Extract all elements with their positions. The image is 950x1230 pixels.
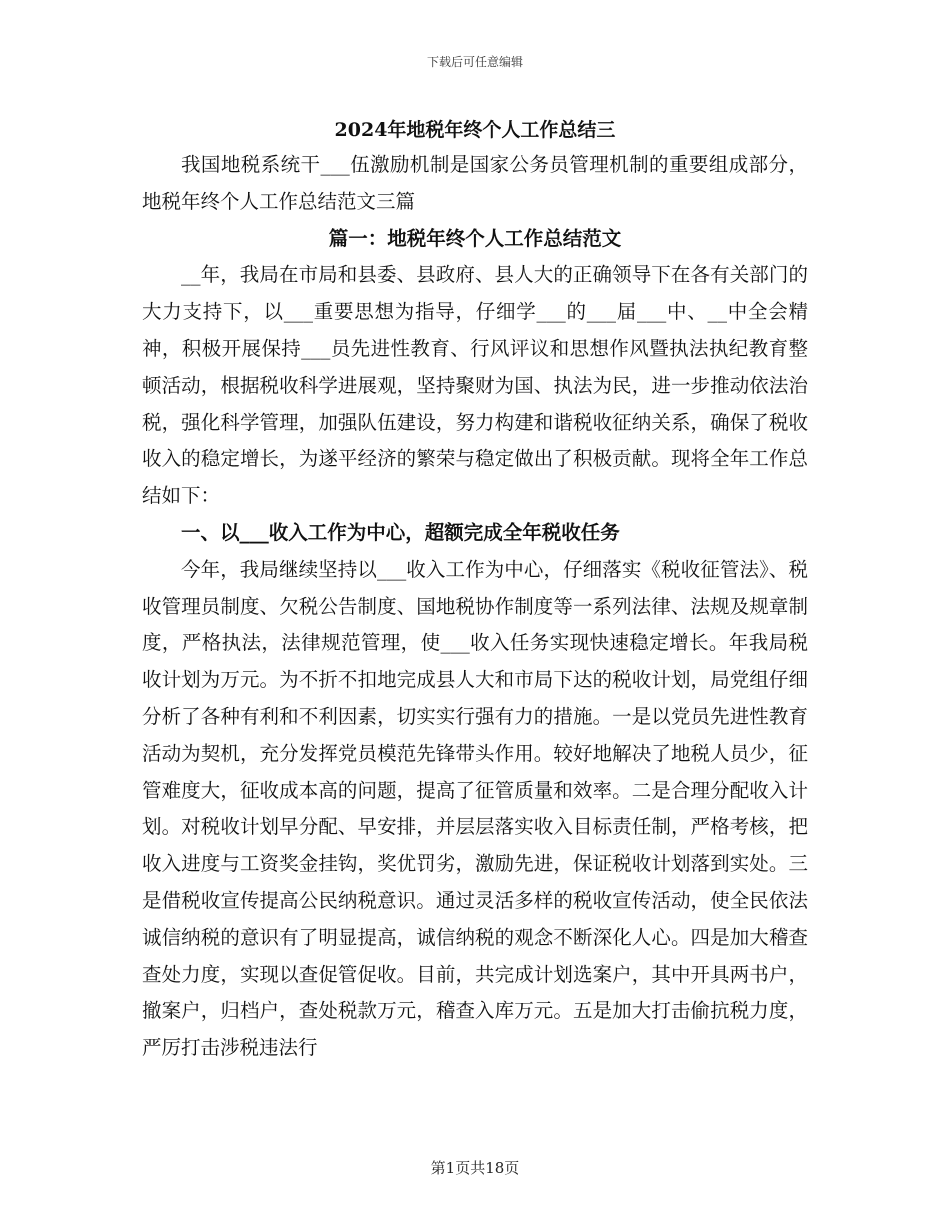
page-number: 第1页共18页 [430,1159,520,1177]
section-heading: 篇一：地税年终个人工作总结范文 [328,226,622,250]
intro-paragraph: 我国地税系统干___伍激励机制是国家公务员管理机制的重要组成部分，地税年终个人工作总结范文三篇 [142,153,808,213]
sub-heading-1: 一、以___收入工作为中心，超额完成全年税收任务 [181,520,620,544]
body-paragraph-1: __年，我局在市局和县委、县政府、县人大的正确领导下在各有关部门的大力支持下，以___重要思想为指导，仔细学___的___届___中、__中全会精神，积极开展保持___员先进性教育、行风评议和思想作风暨执法执纪教育整顿活动，根据税收科学进展观，坚持聚财为国、执法为民，进一步推动依法治税，强化科学管理，加强队伍建设，努力构建和谐税收征纳关系，确保了税收收入的稳定增长，为遂平经济的繁荣与稳定做出了积极贡献。现将全年工作总结如下： [142,263,808,508]
header-note: 下载后可任意编辑 [426,55,523,69]
body-paragraph-2: 今年，我局继续坚持以___收入工作为中心，仔细落实《税收征管法》、税收管理员制度、欠税公告制度、国地税协作制度等一系列法律、法规及规章制度，严格执法，法律规范管理，使___收入任务实现快速稳定增长。年我局税收计划为万元。为不折不扣地完成县人大和市局下达的税收计划，局党组仔细分析了各种有利和不利因素，切实实行强有力的措施。一是以党员先进性教育活动为契机，充分发挥党员模范先锋带头作用。较好地解决了地税人员少，征管难度大，征收成本高的问题，提高了征管质量和效率。二是合理分配收入计划。对税收计划早分配、早安排，并层层落实收入目标责任制，严格考核，把收入进度与工资奖金挂钩，奖优罚劣，激励先进，保证税收计划落到实处。三是借税收宣传提高公民纳税意识。通过灵活多样的税收宣传活动，使全民依法诚信纳税的意识有了明显提高，诚信纳税的观念不断深化人心。四是加大稽查查处力度，实现以查促管促收。目前，共完成计划选案户，其中开具两书户，撤案户，归档户，查处税款万元，稽查入库万元。五是加大打击偷抗税力度，严厉打击涉税违法行 [142,557,808,1060]
document-body [142,147,808,1067]
document-title: 2024年地税年终个人工作总结三 [334,119,616,141]
